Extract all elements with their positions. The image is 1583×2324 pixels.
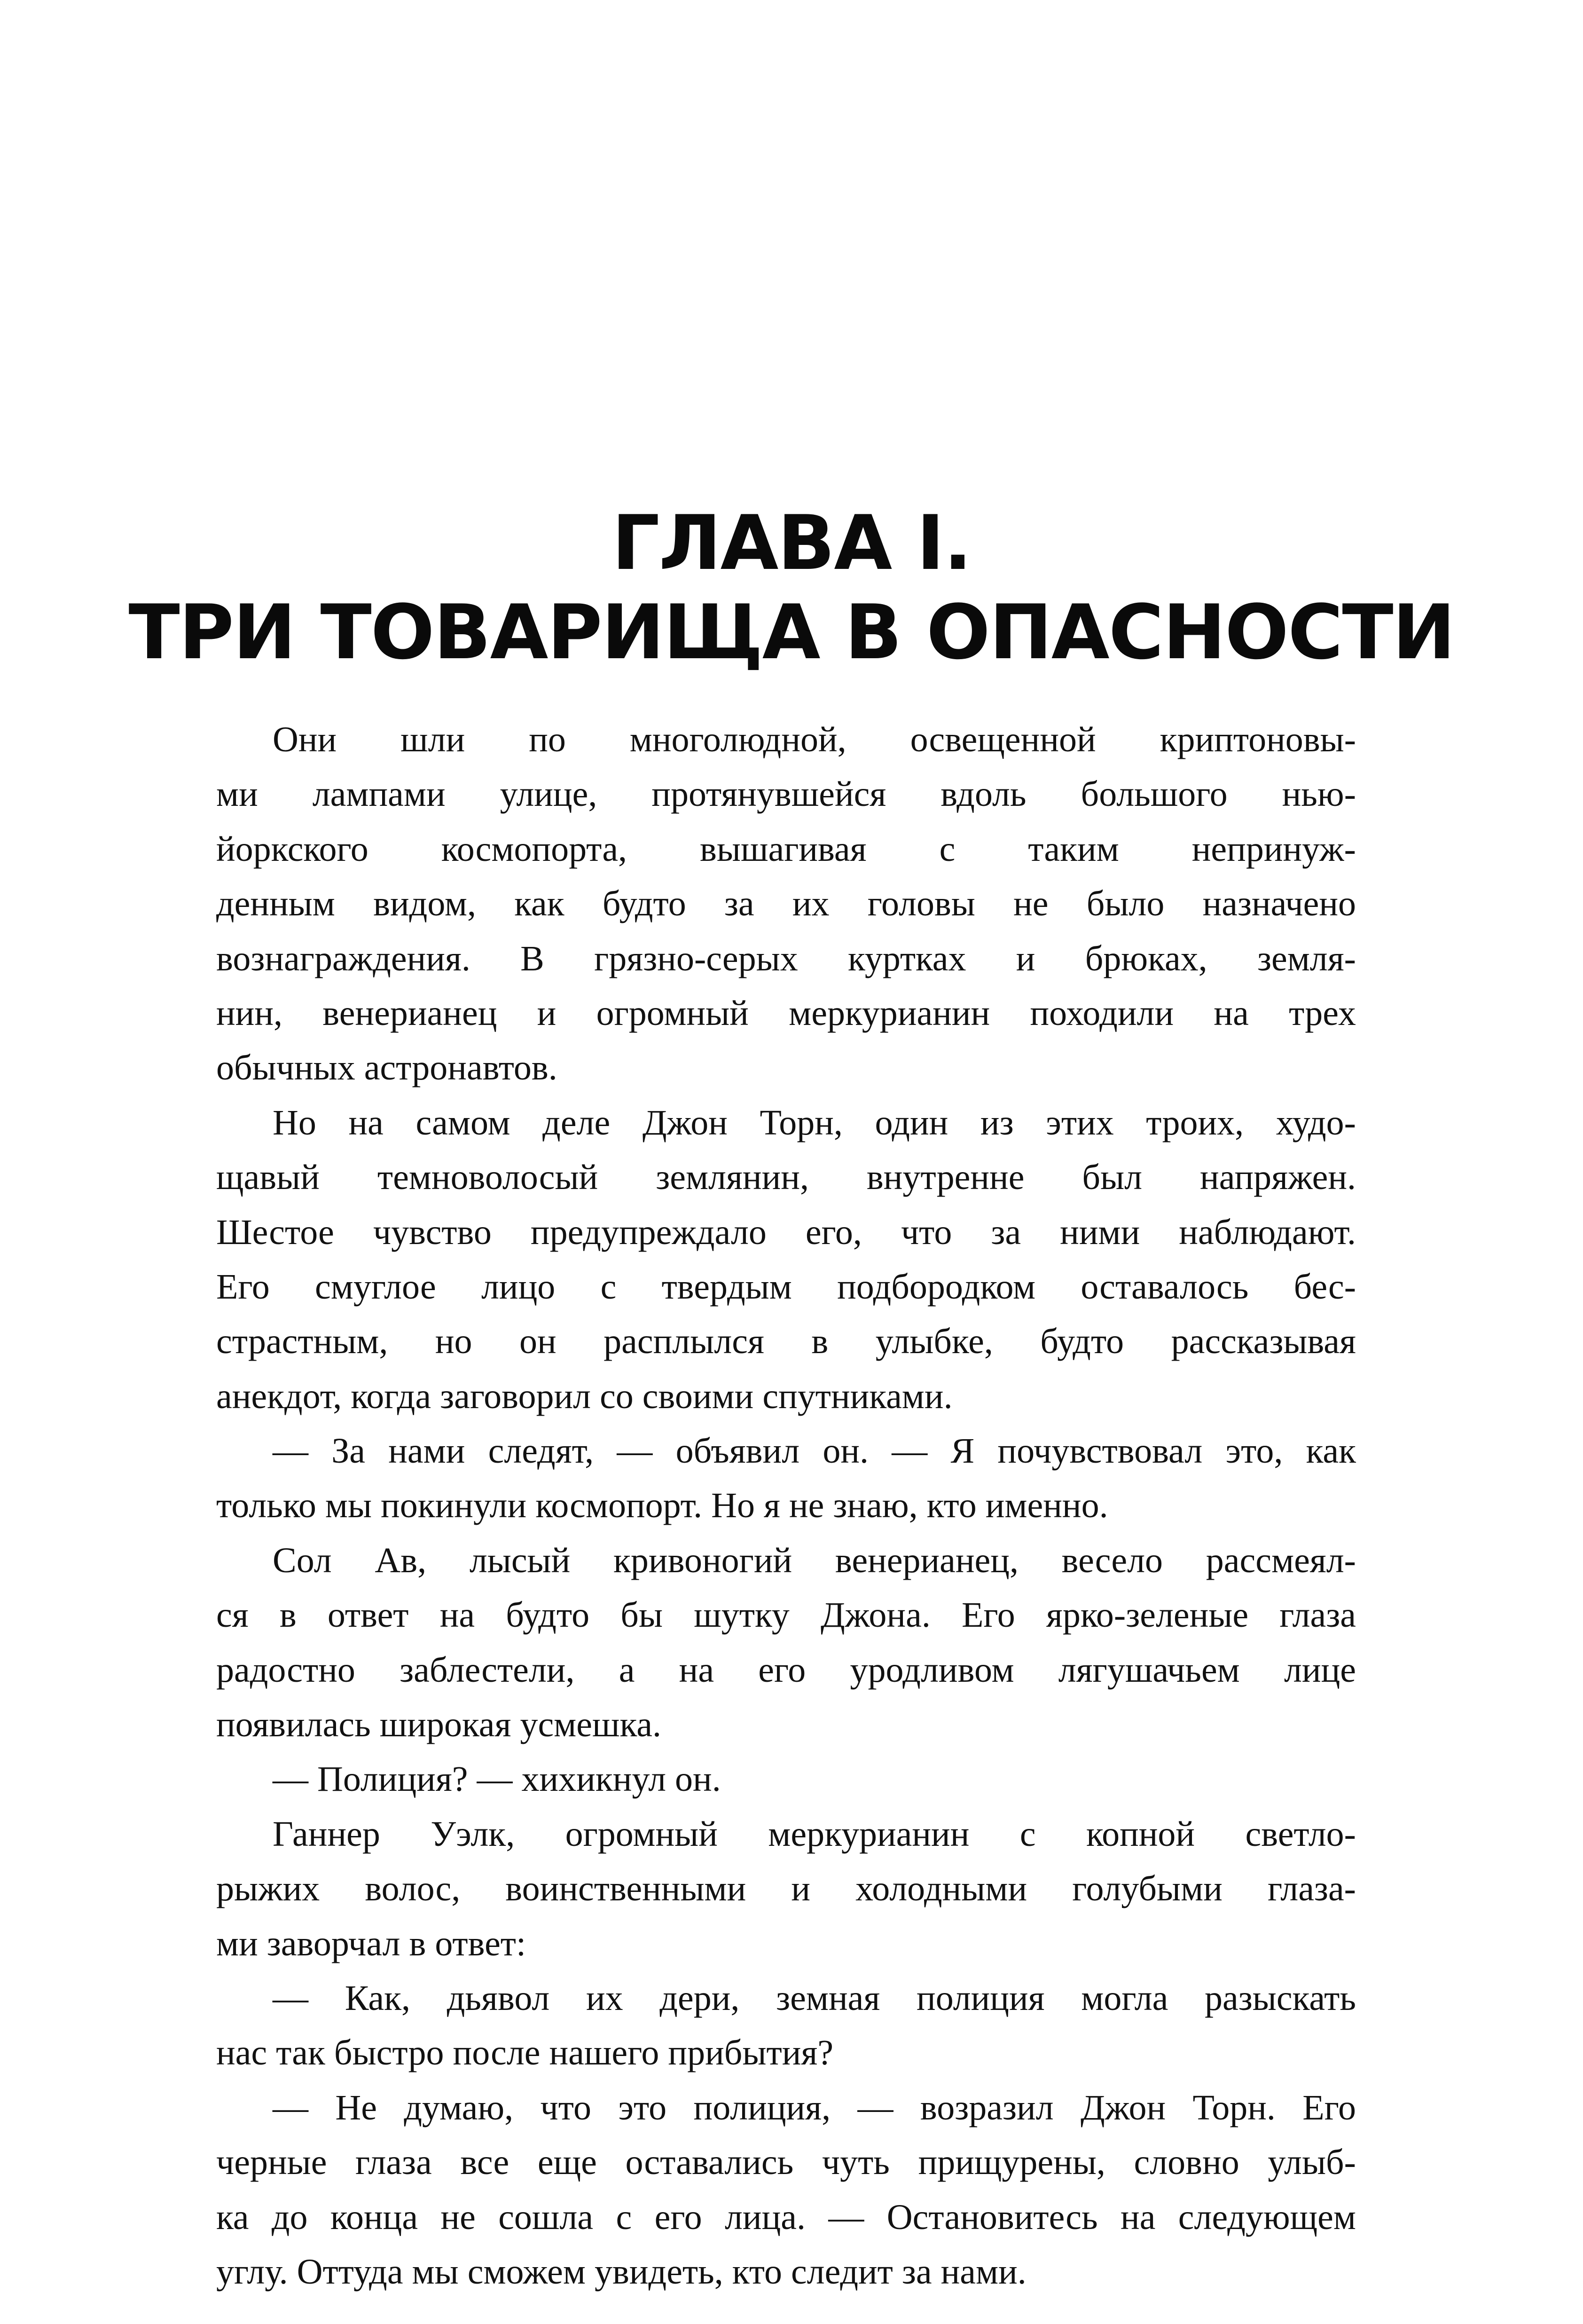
chapter-heading (0, 498, 1583, 677)
text-line: Ганнер Уэлк, огромный меркурианин с копной светло- (273, 1814, 1356, 1854)
text-line: Сол Ав, лысый кривоногий венерианец, весело рассмеял- (273, 1540, 1356, 1580)
text-line: страстным, но он расплылся в улыбке, будто рассказывая (216, 1322, 1356, 1362)
text-line: радостно заблестели, а на его уродливом лягушачьем лице (216, 1650, 1356, 1690)
text-line: анекдот, когда заговорил со своими спутниками. (216, 1376, 953, 1416)
text-line: рыжих волос, воинственными и холодными голубыми глаза- (216, 1869, 1356, 1909)
text-line: углу. Оттуда мы сможем увидеть, кто следит за нами. (216, 2252, 1027, 2292)
text-line: — Не думаю, что это полиция, — возразил Джон Торн. Его (273, 2088, 1356, 2127)
body-text (216, 712, 1356, 2299)
text-line: йоркского космопорта, вышагивая с таким непринуж- (216, 829, 1356, 869)
text-line: ка до конца не сошла с его лица. — Остановитесь на следующем (216, 2197, 1356, 2237)
text-line: нин, венерианец и огромный меркурианин походили на трех (216, 993, 1356, 1033)
text-line: обычных астронавтов. (216, 1048, 557, 1088)
text-line: — За нами следят, — объявил он. — Я почувствовал это, как (273, 1431, 1356, 1471)
text-line: нас так быстро после нашего прибытия? (216, 2033, 834, 2073)
chapter-title: ТРИ ТОВАРИЩА В ОПАСНОСТИ (128, 588, 1455, 676)
text-line: Шестое чувство предупреждало его, что за ними наблюдают. (216, 1212, 1356, 1252)
chapter-number: ГЛАВА I. (611, 499, 972, 587)
text-line: черные глаза все еще оставались чуть прищурены, словно улыб- (216, 2143, 1356, 2182)
text-line: только мы покинули космопорт. Но я не знаю, кто именно. (216, 1486, 1108, 1526)
text-line: щавый темноволосый землянин, внутренне был напряжен. (216, 1158, 1356, 1197)
text-line: Но на самом деле Джон Торн, один из этих троих, худо- (273, 1103, 1356, 1142)
text-line: ми лампами улице, протянувшейся вдоль большого нью- (216, 774, 1356, 814)
text-line: ся в ответ на будто бы шутку Джона. Его ярко-зеленые глаза (216, 1595, 1356, 1635)
text-line: ми заворчал в ответ: (216, 1923, 526, 1963)
text-line: — Полиция? — хихикнул он. (273, 1759, 721, 1799)
text-line: появилась широкая усмешка. (216, 1705, 662, 1745)
text-line: Его смуглое лицо с твердым подбородком оставалось бес- (216, 1267, 1356, 1307)
text-line: Они шли по многолюдной, освещенной криптоновы- (273, 720, 1356, 759)
text-line: вознаграждения. В грязно-серых куртках и брюках, земля- (216, 938, 1356, 978)
text-line: — Как, дьявол их дери, земная полиция могла разыскать (273, 1978, 1356, 2018)
text-line: денным видом, как будто за их головы не было назначено (216, 884, 1356, 924)
